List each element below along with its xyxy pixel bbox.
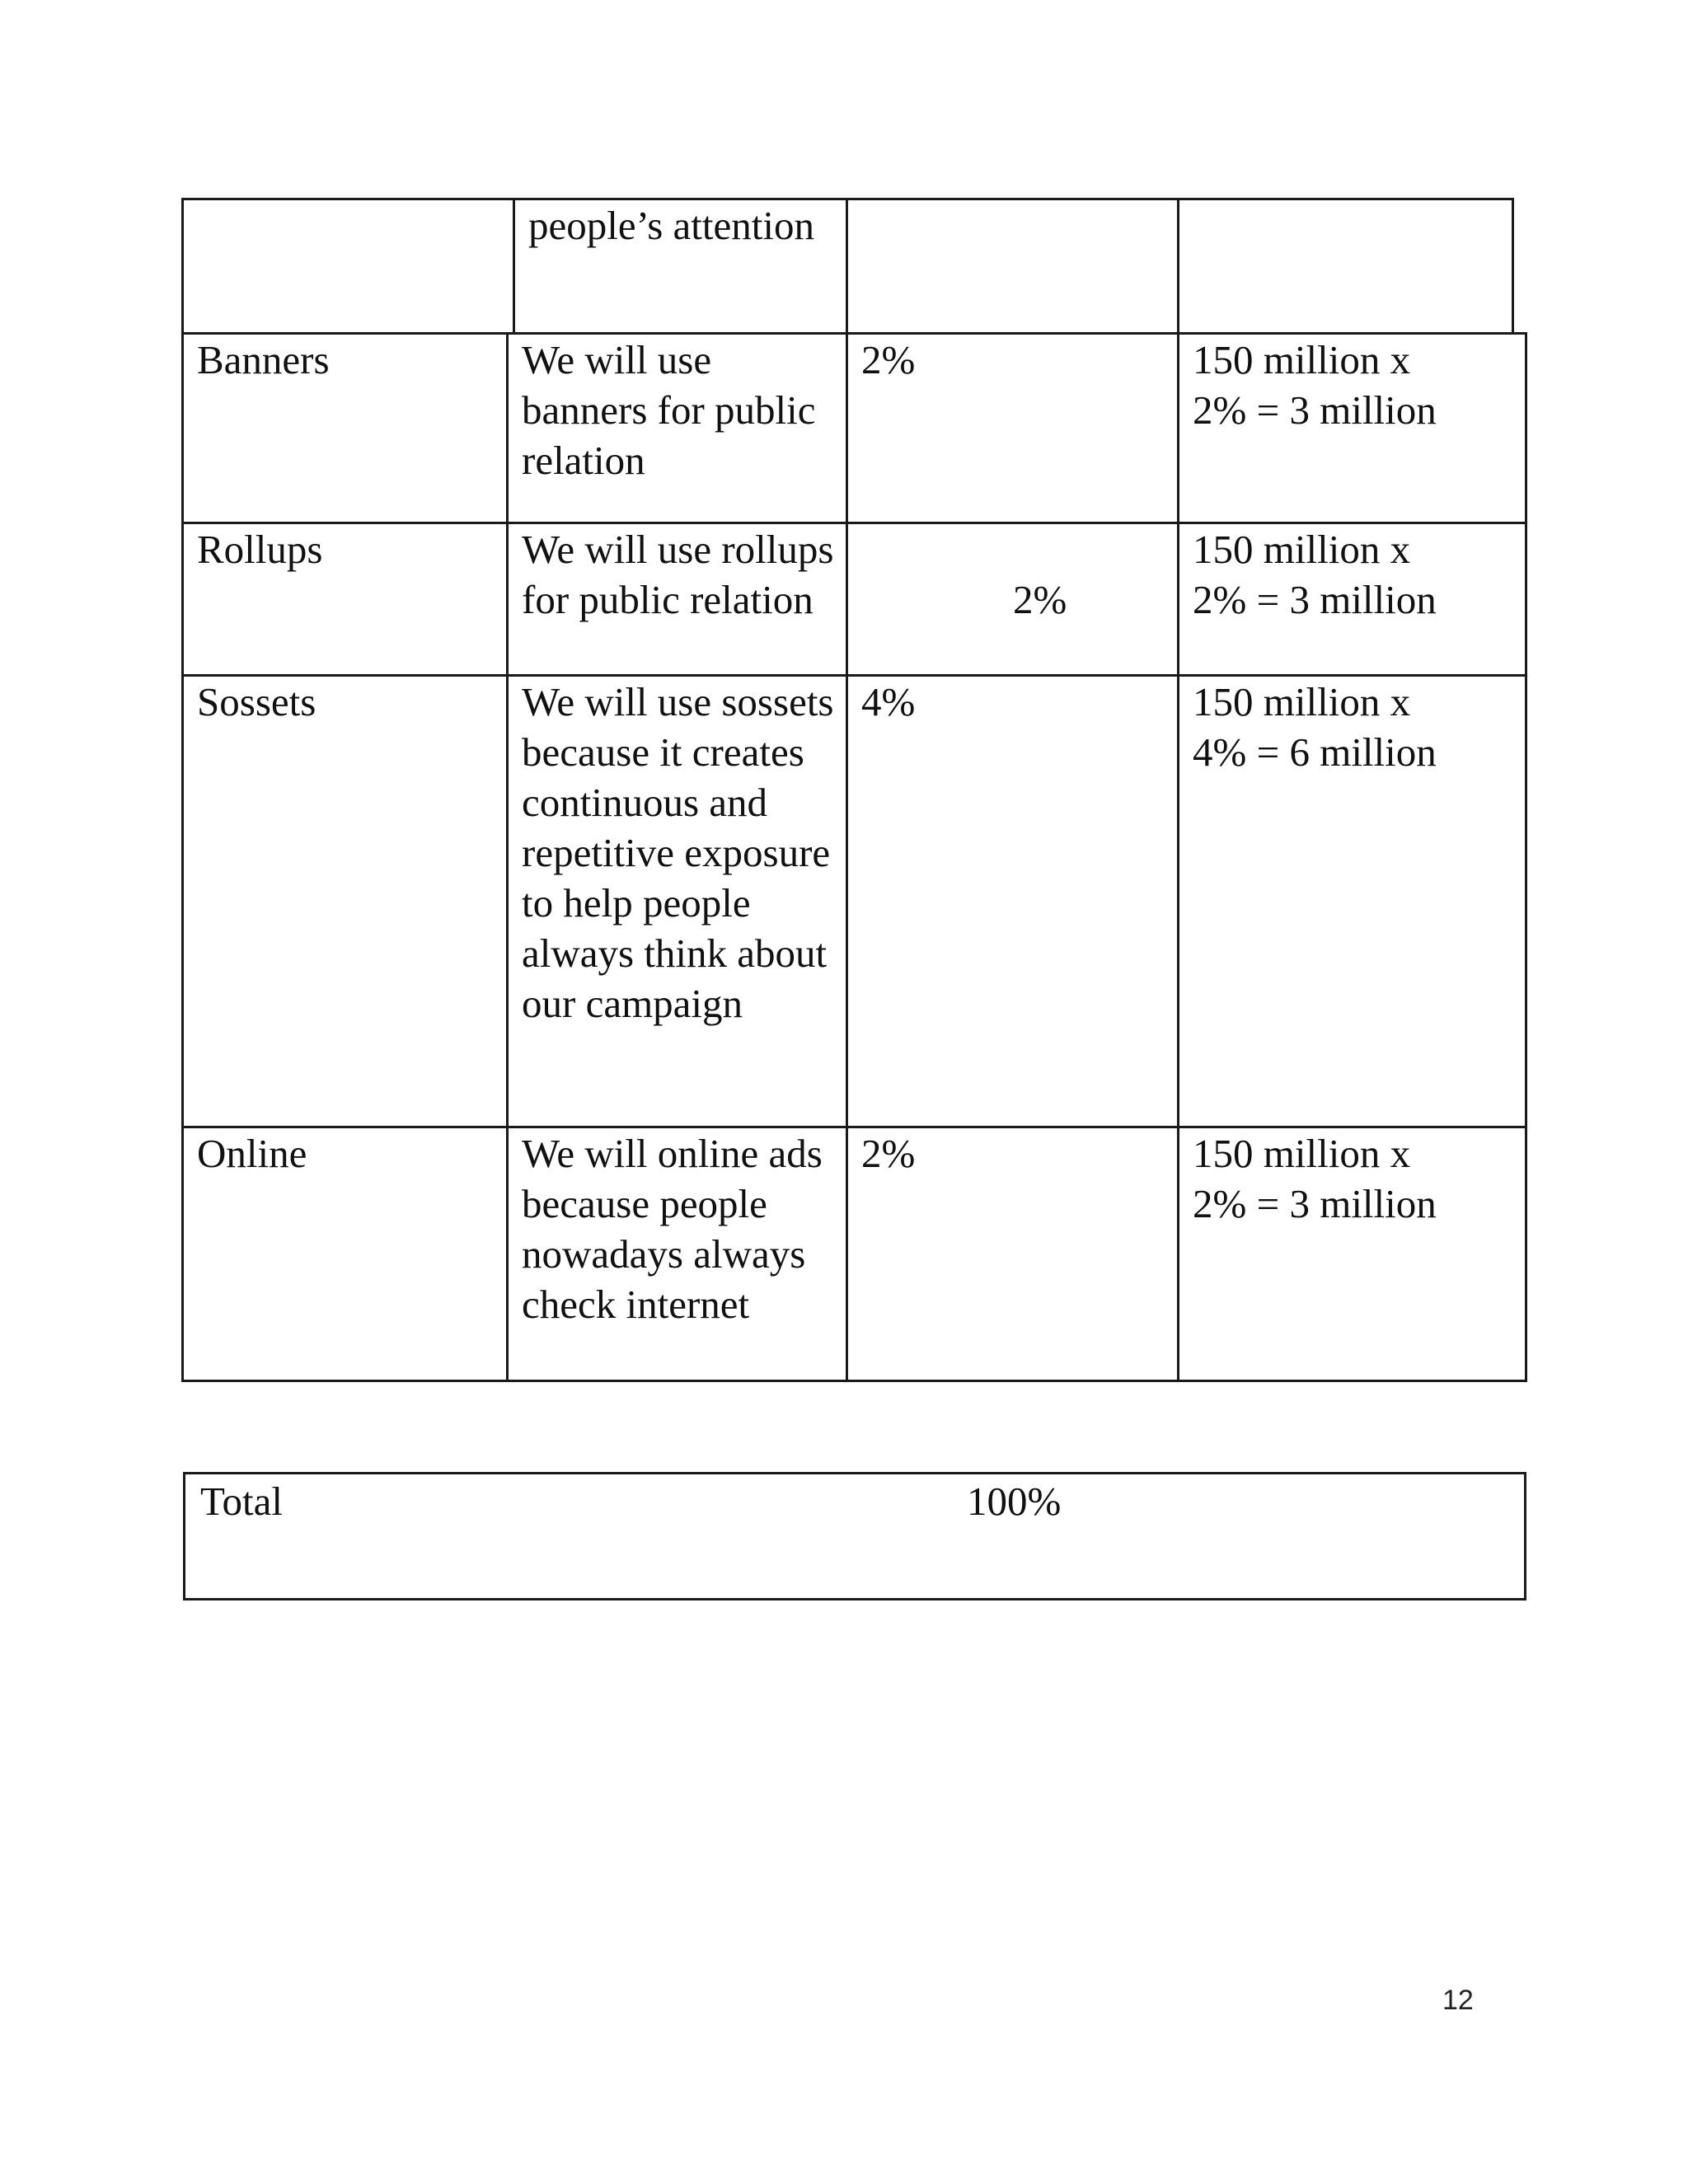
media-plan-table	[181, 332, 1527, 1382]
media-name: Online	[197, 1131, 307, 1176]
reason-cell	[508, 334, 847, 523]
continuation-cell-reason	[514, 199, 847, 334]
percent-cell	[847, 1127, 1179, 1381]
continuation-table	[181, 198, 1514, 335]
media-cell	[183, 676, 508, 1127]
media-name: Banners	[197, 337, 330, 382]
reason-text: We will use sossets because it creates continuous and repetitive exposure to help people always think about our campaign	[522, 679, 834, 1026]
percent-value: 4%	[861, 679, 916, 724]
calc-line-2: 2% = 3 million	[1193, 577, 1437, 622]
calc-line-2: 4% = 6 million	[1193, 729, 1437, 775]
calc-line-1: 150 million x	[1193, 527, 1411, 572]
reason-text: We will online ads because people nowadays always check internet	[522, 1131, 823, 1327]
continuation-cell-media	[183, 199, 514, 334]
percent-cell	[847, 676, 1179, 1127]
continuation-cell-calc	[1179, 199, 1513, 334]
percent-value: 2%	[861, 1131, 916, 1176]
continuation-reason-text: people’s attention	[528, 203, 814, 248]
table-row	[183, 1127, 1526, 1381]
percent-cell	[847, 523, 1179, 676]
calc-cell	[1179, 1127, 1526, 1381]
calc-line-2: 2% = 3 million	[1193, 387, 1437, 433]
table-row	[183, 523, 1526, 676]
media-name: Sossets	[197, 679, 316, 724]
reason-cell	[508, 1127, 847, 1381]
total-label: Total	[200, 1479, 283, 1524]
media-cell	[183, 523, 508, 676]
calc-cell	[1179, 334, 1526, 523]
total-value: 100%	[967, 1479, 1062, 1524]
media-cell	[183, 1127, 508, 1381]
calc-cell	[1179, 676, 1526, 1127]
page-number: 12	[1442, 1985, 1474, 2016]
percent-cell	[847, 334, 1179, 523]
reason-text: We will use rollups for public relation	[522, 527, 834, 622]
percent-value: 2%	[1013, 577, 1067, 622]
table-row	[183, 334, 1526, 523]
reason-cell	[508, 676, 847, 1127]
table-row	[183, 676, 1526, 1127]
percent-value: 2%	[861, 337, 916, 382]
media-name: Rollups	[197, 527, 323, 572]
continuation-cell-percent	[847, 199, 1179, 334]
calc-cell	[1179, 523, 1526, 676]
reason-cell	[508, 523, 847, 676]
calc-line-2: 2% = 3 million	[1193, 1181, 1437, 1226]
calc-line-1: 150 million x	[1193, 1131, 1411, 1176]
calc-line-1: 150 million x	[1193, 337, 1411, 382]
continuation-row	[183, 199, 1513, 334]
reason-text: We will use banners for public relation	[522, 337, 816, 483]
total-box	[183, 1472, 1526, 1601]
calc-line-1: 150 million x	[1193, 679, 1411, 724]
media-cell	[183, 334, 508, 523]
